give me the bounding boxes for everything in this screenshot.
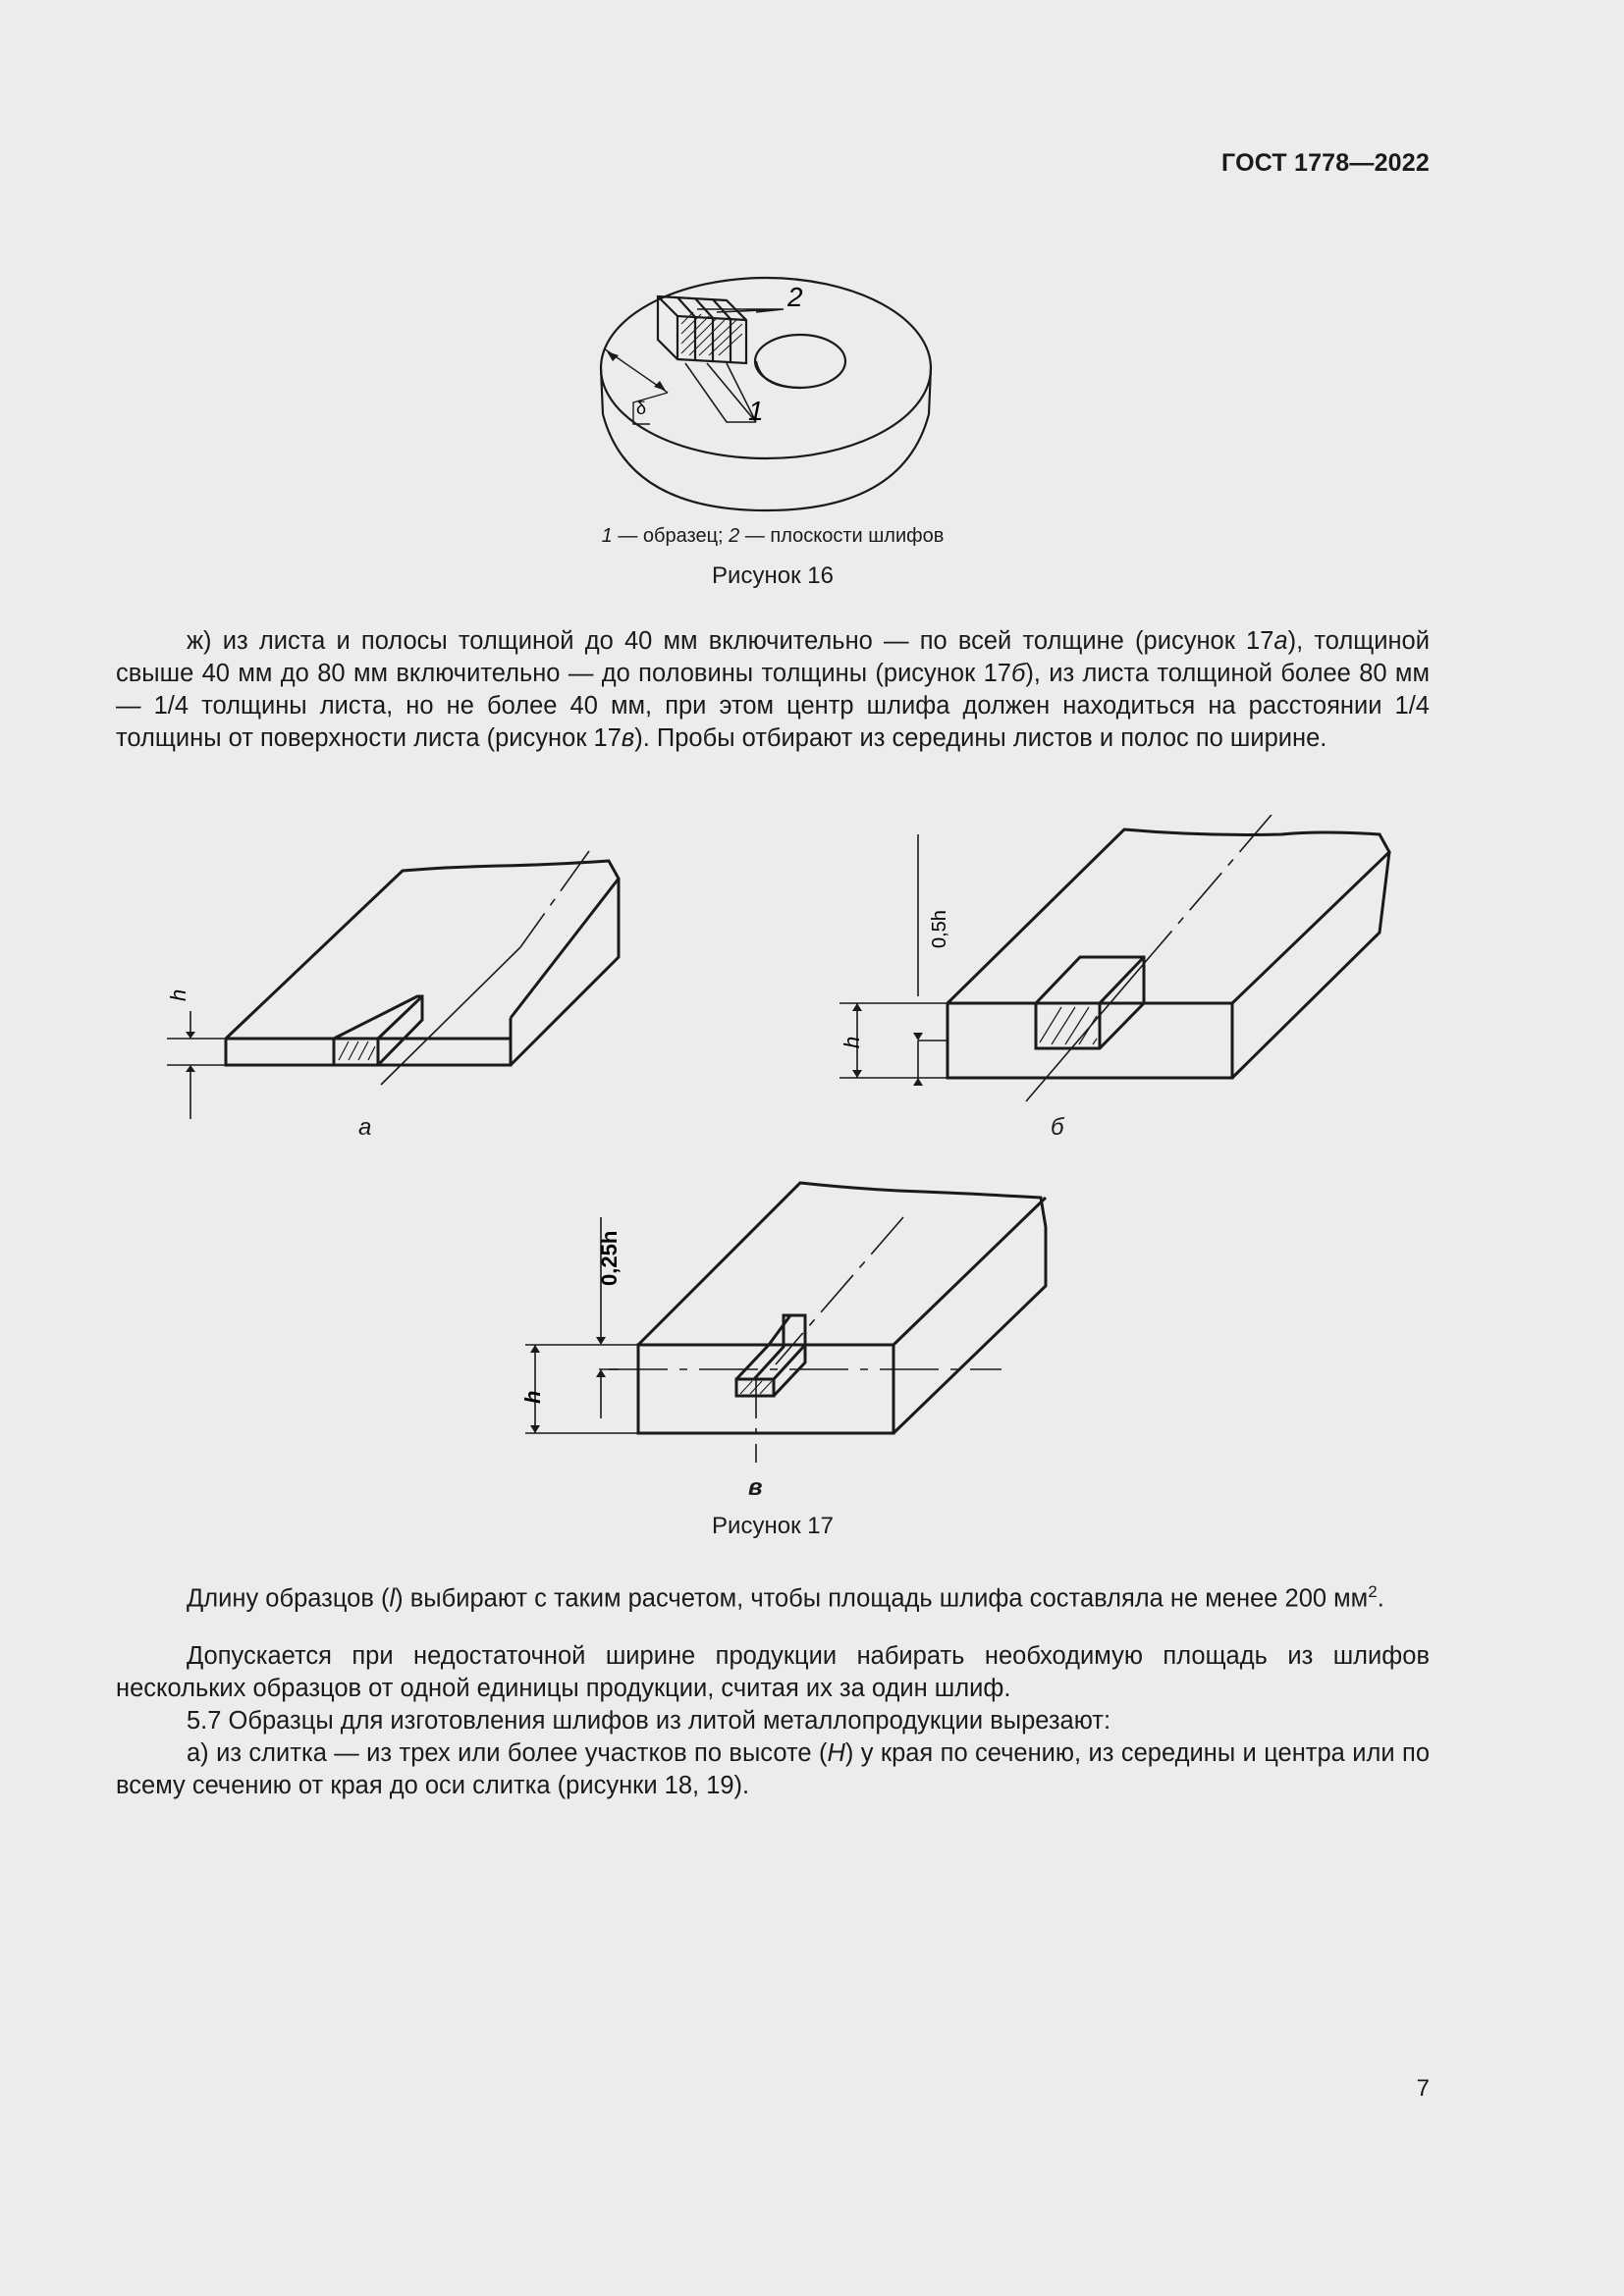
paragraph-length <box>116 1575 1430 1616</box>
figure-17-title: Рисунок 17 <box>712 1513 834 1539</box>
figure-17b-drawing <box>830 815 1399 1129</box>
paragraph-zh-ref-a: а <box>1273 627 1288 655</box>
page-number: 7 <box>1416 2075 1430 2102</box>
paragraph-length-part-1: Длину образцов ( <box>187 1584 390 1613</box>
paragraph-zh-part-1: ж) из листа и полосы толщиной до 40 мм включительно — по всей толщине (рисунок 17 <box>187 627 1274 655</box>
paragraph-permit: Допускается при недостаточной ширине продукции набирать необходимую площадь из шлифов нескольких образцов от одной единицы продукции, считая их за один шлиф. <box>116 1642 1430 1702</box>
figure-17b-dim-half-h: 0,5h <box>929 910 950 948</box>
figure-16-legend <box>0 525 1545 548</box>
figure-16-title: Рисунок 16 <box>712 562 834 589</box>
paragraph-zh-ref-v: в <box>621 724 635 752</box>
legend-text-2: — плоскости шлифов <box>739 525 945 547</box>
figure-17v-drawing <box>511 1168 1060 1472</box>
figure-17v-label: в <box>748 1474 763 1501</box>
figure-17a-dim-h: h <box>166 988 190 1001</box>
paragraph-5-7: 5.7 Образцы для изготовления шлифов из литой металлопродукции вырезают: <box>187 1707 1111 1735</box>
paragraph-length-part-2: ) выбирают с таким расчетом, чтобы площадь шлифа составляла не менее 200 мм <box>395 1584 1369 1613</box>
paragraph-zh-part-4: ). Пробы отбирают из середины листов и полос по ширине. <box>634 724 1327 752</box>
figure-16-label-2: 2 <box>787 282 803 312</box>
paragraph-a <box>116 1737 1430 1802</box>
paragraph-a-part-2: ) у края по сечению, из середины и центра или по всему сечению от края до оси слитка (рисунки 18, 19). <box>116 1739 1430 1799</box>
figure-16-label-1: 1 <box>748 396 764 426</box>
figure-17a-drawing <box>157 839 707 1124</box>
figure-16-delta-label: δ <box>636 399 647 418</box>
paragraph-length-symbol: l <box>389 1584 396 1613</box>
legend-num-2: 2 <box>729 525 740 547</box>
paragraph-length-superscript: 2 <box>1368 1582 1378 1601</box>
paragraph-a-symbol: H <box>827 1739 845 1767</box>
paragraph-zh-part-2: ), толщиной свыше 40 мм до 80 мм включительно — до половины толщины (рисунок 17 <box>116 627 1430 687</box>
figure-17a-label: а <box>358 1114 372 1141</box>
figure-16-drawing <box>599 265 952 525</box>
figure-17b-label: б <box>1051 1114 1064 1141</box>
figure-17v-dim-h: h <box>520 1390 545 1404</box>
document-header: ГОСТ 1778—2022 <box>1221 149 1430 177</box>
paragraph-a-part-1: а) из слитка — из трех или более участков по высоте ( <box>187 1739 828 1767</box>
figure-17v-dim-quarter-h: 0,25h <box>597 1230 622 1286</box>
paragraph-zh-ref-b: б <box>1010 660 1026 687</box>
legend-text-1: — образец; <box>612 525 730 547</box>
legend-num-1: 1 <box>601 525 613 547</box>
figure-17b-dim-h: h <box>839 1036 864 1048</box>
paragraph-length-part-3: . <box>1377 1584 1384 1613</box>
paragraph-zh <box>116 625 1430 755</box>
paragraph-zh-part-3: ), из листа толщиной более 80 мм — 1/4 толщины листа, но не более 40 мм, при этом центр шлифа должен находиться на расстоянии 1/4 толщины от поверхности листа (рисунок 17 <box>116 660 1430 752</box>
